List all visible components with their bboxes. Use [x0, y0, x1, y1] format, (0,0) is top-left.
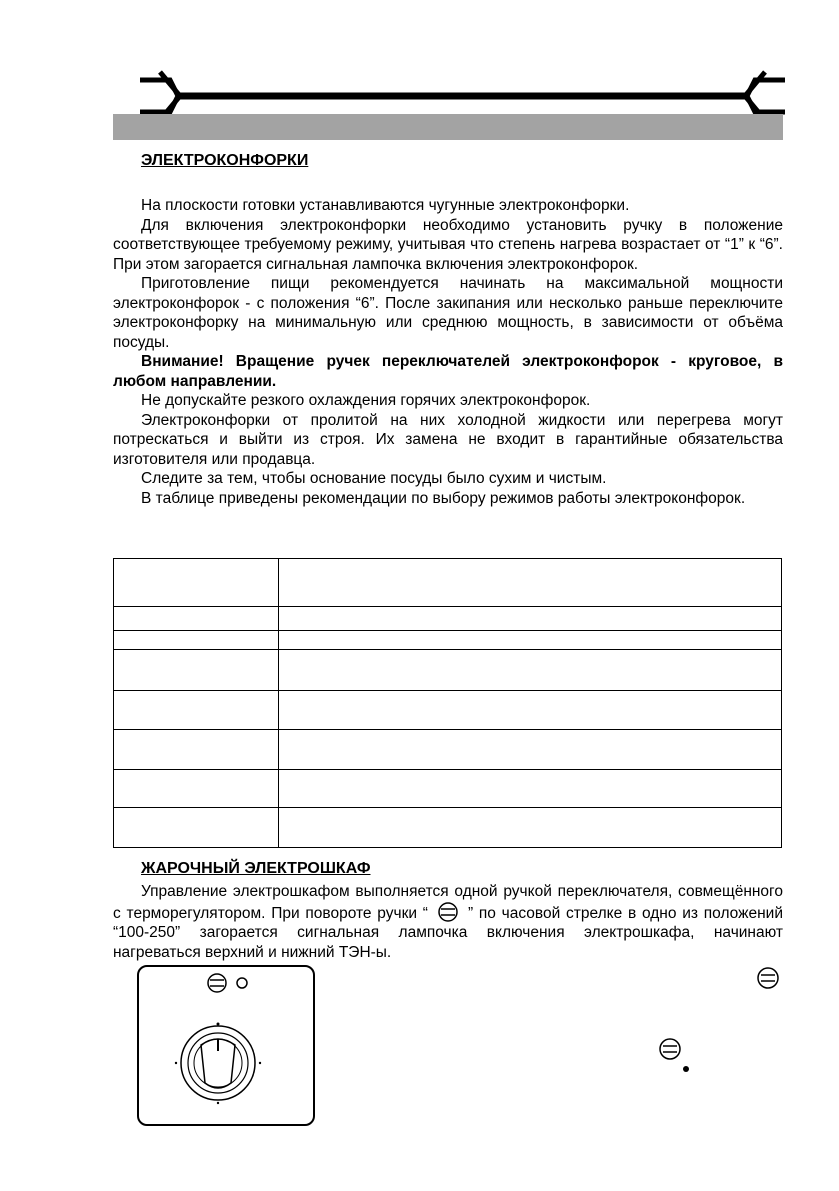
- table-row: [114, 650, 782, 691]
- paragraph: В таблице приведены рекомендации по выбору режимов работы электроконфорок.: [141, 489, 746, 507]
- paragraph: Приготовление пищи рекомендуется начинать на максимальной мощности электроконфорок - с положения “6”. После закипания или несколько раньше переключите электроконфорку на минимальную или среднюю мощность, в зависимости от объёма посуды.: [113, 275, 783, 351]
- oven-knob-icon: [139, 967, 313, 1124]
- oven-mode-icon: [756, 966, 780, 990]
- section-heading: ЭЛЕКТРОКОНФОРКИ: [141, 152, 309, 169]
- oven-mode-icon: [658, 1037, 682, 1061]
- oven-heading: ЖАРОЧНЫЙ ЭЛЕКТРОШКАФ: [141, 860, 371, 877]
- table-row: [114, 808, 782, 848]
- paragraph: На плоскости готовки устанавливаются чугунные электроконфорки.: [141, 197, 630, 214]
- oven-text: Управление электрошкафом выполняется одной ручкой переключателя, совмещённого с терморегулятором. При повороте ручки “ ” по часовой стрелке в одно из положений “100-250” загорается сигнальная лампочка включения электрошкафа, начинают нагреваться верхний и нижний ТЭН-ы.: [113, 883, 783, 961]
- table-row: [114, 631, 782, 650]
- table-row: [114, 730, 782, 770]
- paragraph: Для включения электроконфорки необходимо установить ручку в положение соответствующее требуемому режиму, учитывая что степень нагрева возрастает от “1” к “6”. При этом загорается сигнальная лампочка включения электроконфорок.: [113, 216, 783, 273]
- paragraph: Не допускайте резкого охлаждения горячих электроконфорок.: [141, 392, 591, 409]
- mode-table: [113, 558, 782, 848]
- oven-mode-icon: [436, 902, 460, 922]
- table-row: [114, 770, 782, 808]
- header-band: [113, 114, 783, 140]
- paragraph: Следите за тем, чтобы основание посуды было сухим и чистым.: [141, 470, 607, 487]
- warning-text: Внимание! Вращение ручек переключателей электроконфорок - круговое, в любом направлении.: [113, 353, 783, 390]
- control-panel: [137, 965, 315, 1126]
- intro-text: [113, 196, 783, 508]
- paragraph: Электроконфорки от пролитой на них холодной жидкости или перегрева могут потрескаться и выйти из строя. Их замена не входит в гарантийные обязательства изготовителя или продавца.: [113, 411, 783, 468]
- indicator-dot: [683, 1066, 689, 1072]
- table-row: [114, 691, 782, 730]
- table-row: [114, 607, 782, 631]
- table-row: [114, 559, 782, 607]
